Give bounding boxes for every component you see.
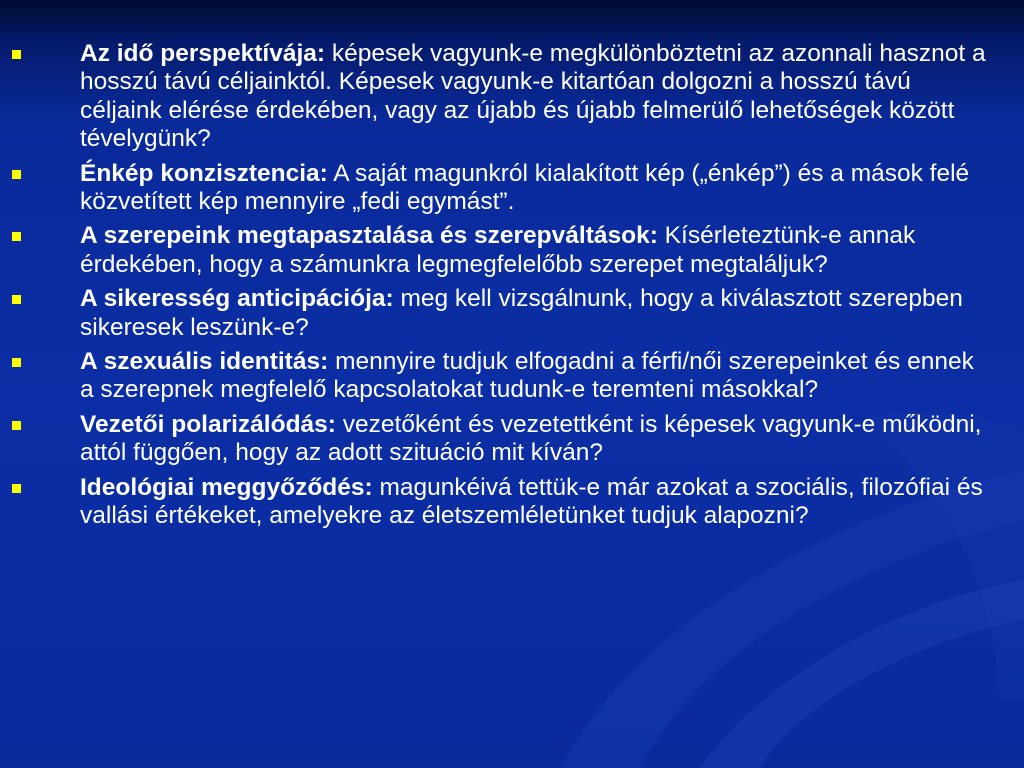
bullet-square-icon bbox=[12, 232, 21, 241]
bullet-text: magunkéivá tettük-e már azokat a szociális, filozófiai és vallási értékeket, amelyekre az életszemléletünket tudjuk alapozni? bbox=[80, 473, 983, 530]
bullet-text: meg kell vizsgálnunk, hogy a kiválasztott szerepben sikeresek leszünk-e? bbox=[80, 285, 963, 341]
bullet-item-success bbox=[0, 285, 1024, 342]
bullet-text: Kísérleteztünk-e annak érdekében, hogy a számunkra legmegfelelőbb szerepet megtaláljuk? bbox=[80, 222, 916, 278]
bullet-square-icon bbox=[12, 50, 21, 59]
bullet-heading: Az idő perspektívája: bbox=[80, 40, 326, 67]
bullet-heading: A szerepeink megtapasztalása és szerepváltások: bbox=[80, 222, 658, 250]
bullet-text: vezetőként és vezetettként is képesek vagyunk-e működni, attól függően, hogy az adott szituáció mit kíván? bbox=[80, 410, 982, 467]
bullet-square-icon bbox=[12, 295, 21, 304]
bullet-square-icon bbox=[12, 421, 21, 430]
bullet-square-icon bbox=[12, 170, 21, 179]
bullet-heading: Ideológiai meggyőződés: bbox=[80, 473, 373, 501]
bullet-item-time-perspective bbox=[0, 40, 1024, 154]
bullet-heading: Vezetői polarizálódás: bbox=[80, 410, 336, 438]
bullet-text: mennyire tudjuk elfogadni a férfi/női szerepeinket és ennek a szerepnek megfelelő kapcsolatokat tudunk-e teremteni másokkal? bbox=[80, 348, 974, 404]
bullet-item-self-image bbox=[0, 160, 1024, 217]
bullet-heading: A sikeresség anticipációja: bbox=[80, 285, 394, 313]
bullet-heading: A szexuális identitás: bbox=[80, 348, 329, 376]
bullet-text: képesek vagyunk-e megkülönböztetni az azonnali hasznot a hosszú távú céljainktól. Képesek vagyunk-e kitartóan dolgozni a hosszú távú céljaink elérése érdekében, vagy az újabb és újabb felmerülő lehetőségek között tévelygünk? bbox=[80, 40, 986, 153]
bullet-square-icon bbox=[12, 358, 21, 367]
bullet-heading: Énkép konzisztencia: bbox=[80, 159, 328, 187]
bullet-item-roles bbox=[0, 222, 1024, 279]
bullet-text: A saját magunkról kialakított kép („énkép”) és a mások felé közvetített kép mennyire „fedi egymást”. bbox=[80, 159, 970, 216]
bullet-item-ideology bbox=[0, 474, 1024, 531]
bullet-item-sexual-identity bbox=[0, 348, 1024, 405]
bullet-item-leadership bbox=[0, 411, 1024, 468]
bullet-list bbox=[0, 40, 1024, 537]
bullet-square-icon bbox=[12, 484, 21, 493]
